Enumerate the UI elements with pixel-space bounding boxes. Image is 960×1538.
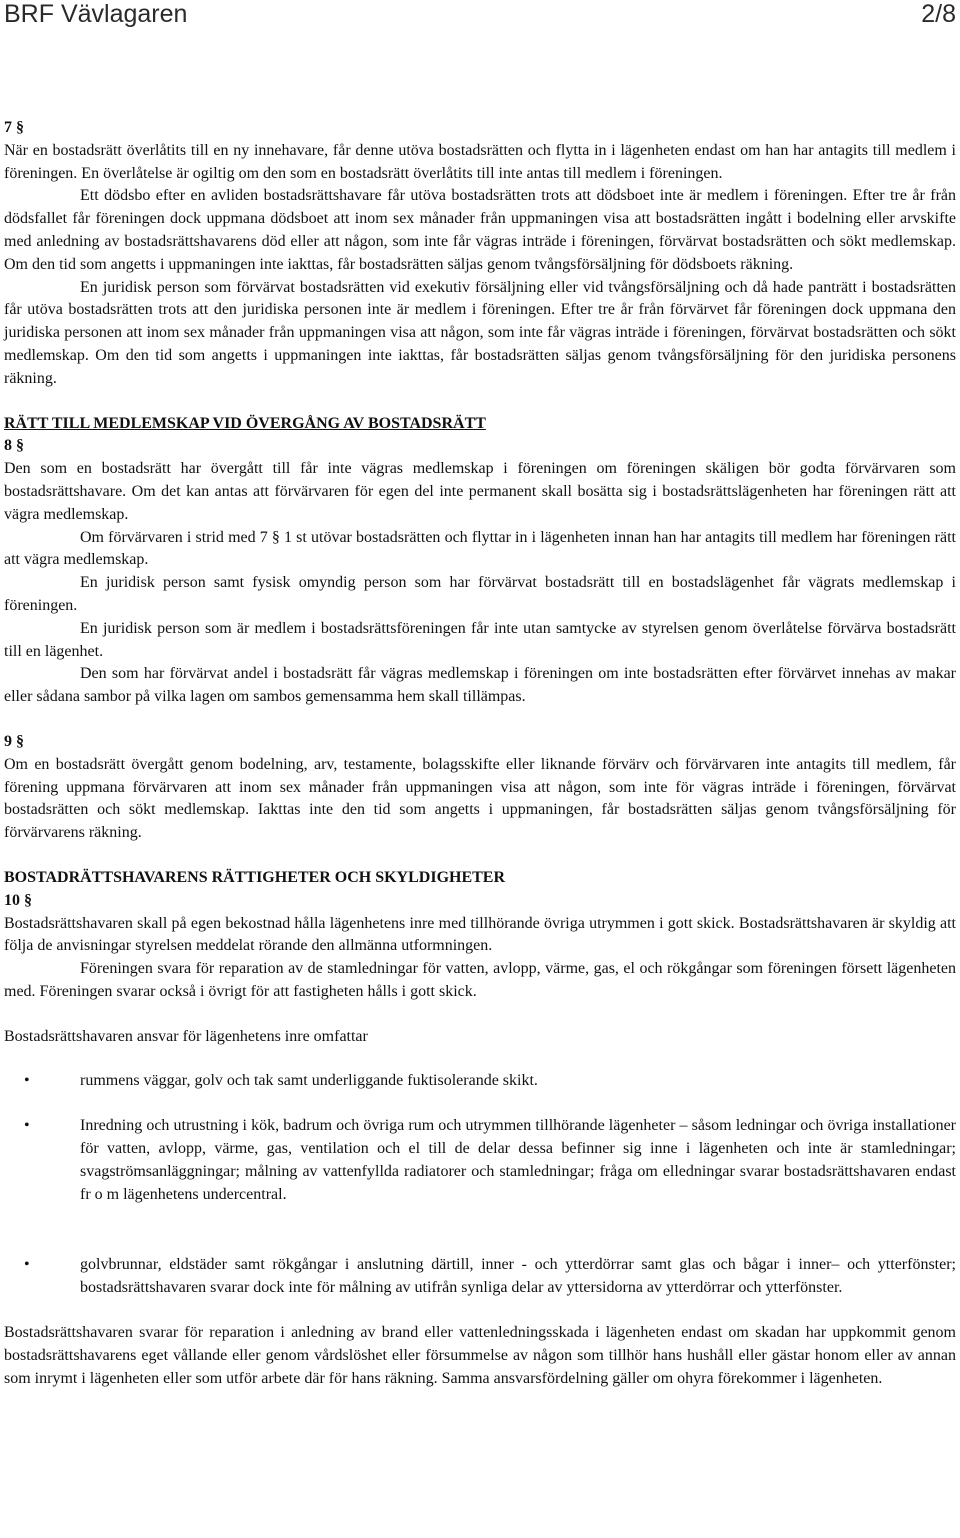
document-page xyxy=(4,0,956,1390)
section-8-paragraph-2: Om förvärvaren i strid med 7 § 1 st utövar bostadsrätten och flyttar in i lägenheten innan han har antagits till medlem har föreningen rätt att vägra medlemskap. xyxy=(4,528,956,569)
section-7-number: 7 § xyxy=(4,119,24,136)
page-header xyxy=(4,0,956,28)
section-10-heading: BOSTADRÄTTSHAVARENS RÄTTIGHETER OCH SKYLDIGHETER xyxy=(4,868,506,886)
section-9-paragraph-1: Om en bostadsrätt övergått genom bodelning, arv, testamente, bolagsskifte eller liknande förvärv och förvärvaren inte antagits till medlem, får förening uppmana förvärvaren att inom sex månader från uppmaningen visa att någon, som inte för vägras inträde i föreningen, förvärvat bostadsrätten och sökt medlemskap. Iakttas inte den tid som angetts i uppmaningen, får bostadsrätten säljas genom tvångsförsäljning för förvärvarens räkning. xyxy=(4,755,956,842)
list-item xyxy=(4,1254,956,1300)
bullet-icon: • xyxy=(24,1072,30,1090)
section-7-paragraph-3: En juridisk person som förvärvat bostadsrätten vid exekutiv försäljning eller vid tvångsförsäljning och då hade panträtt i bostadsrätten får utöva bostadsrätten trots att den juridiska personen inte är medlem i föreningen. Efter tre år från förvärvet får föreningen dock uppmana den juridiska personen att inom sex månader från uppmaningen visa att någon, som inte får vägras inträde i föreningen, förvärvat bostadsrätten och sökt medlemskap. Om den tid som angetts i uppmaningen inte iakttas, får bostadsrätten säljas genom tvångsförsäljning för den juridiska personens räkning. xyxy=(4,278,956,387)
list-item-text: Inredning och utrustning i kök, badrum och övriga rum och utrymmen tillhörande lägenheter – såsom ledningar och övriga installationer för vatten, avlopp, värme, gas, ventilation och el till de delar dessa befinner sig inne i lägenheten och inte är stamledningar; svagströmsanläggningar; målning av vattenfyllda radiatorer och stamledningar; fråga om elledningar svarar bostadsrättshavaren endast fr o m lägenhetens undercentral. xyxy=(80,1117,956,1203)
section-8-heading: RÄTT TILL MEDLEMSKAP VID ÖVERGÅNG AV BOSTADSRÄTT xyxy=(4,414,486,432)
bullet-icon: • xyxy=(24,1256,30,1274)
section-10-list-intro: Bostadsrättshavaren ansvar för lägenhetens inre omfattar xyxy=(4,1027,368,1045)
document-title: BRF Vävlagaren xyxy=(4,0,188,28)
list-item xyxy=(4,1070,956,1093)
section-8-paragraph-5: Den som har förvärvat andel i bostadsrätt får vägras medlemskap i föreningen om inte bostadsrätten efter förvärvet innehas av makar eller sådana sambor på vilka lagen om sambos gemensamma hem skall tillämpas. xyxy=(4,665,956,706)
section-7-paragraph-2: Ett dödsbo efter en avliden bostadsrättshavare får utöva bostadsrätten trots att dödsboet inte är medlem i föreningen. Efter tre år från dödsfallet får föreningen dock uppmana dödsboet att inom sex månader från uppmaningen visa att bostadsrätten ingått i bodelning eller arvskifte med anledning av bostadsrättshavarens död eller att någon, som inte får vägras inträde i föreningen, förvärvat bostadsrätten och sökt medlemskap. Om den tid som angetts i uppmaningen inte iakttas, får bostadsrätten säljas genom tvångsförsäljning för dödsboets räkning. xyxy=(4,187,956,273)
responsibility-list xyxy=(4,1070,956,1300)
section-10-paragraph-2: Föreningen svara för reparation av de stamledningar för vatten, avlopp, värme, gas, el och rökgångar som föreningen försett lägenheten med. Föreningen svarar också i övrigt för att fastigheten hålls i gott skick. xyxy=(4,960,956,1000)
list-item-text: golvbrunnar, eldstäder samt rökgångar i anslutning därtill, inner - och ytterdörrar samt glas och bågar i inner– och ytterfönster; bostadsrättshavaren svarar dock inte för målning av utifrån synliga delar av yttersidorna av ytterdörrar och ytterfönster. xyxy=(80,1256,956,1297)
section-10-paragraph-3: Bostadsrättshavaren svarar för reparation i anledning av brand eller vattenledningsskada i lägenheten endast om skadan har uppkommit genom bostadsrättshavarens eget vållande eller genom vårdslöshet eller försummelse av någon som tillhör hans hushåll eller gästar honom eller av annan som inrymt i lägenheten eller som utför arbete där för hans räkning. Samma ansvarsfördelning gäller om ohyra förekommer i lägenheten. xyxy=(4,1324,956,1387)
section-8-paragraph-1: Den som en bostadsrätt har övergått till får inte vägras medlemskap i föreningen om föreningen skäligen bör godta förvärvaren som bostadsrättshavare. Om det kan antas att förvärvaren för egen del inte permanent skall bosätta sig i bostadsrättslägenheten har föreningen rätt att vägra medlemskap. xyxy=(4,460,956,523)
page-number: 2/8 xyxy=(921,0,956,28)
section-9-number: 9 § xyxy=(4,732,24,750)
list-item xyxy=(4,1115,956,1206)
section-10-paragraph-1: Bostadsrättshavaren skall på egen bekostnad hålla lägenhetens inre med tillhörande övriga utrymmen i gott skick. Bostadsrättshavaren är skyldig att följa de anvisningar styrelsen meddelat rörande den allmänna utformningen. xyxy=(4,914,956,955)
section-8-paragraph-4: En juridisk person som är medlem i bostadsrättsföreningen får inte utan samtycke av styrelsen genom överlåtelse förvärva bostadsrätt till en lägenhet. xyxy=(4,619,956,660)
section-7-paragraph-1: När en bostadsrätt överlåtits till en ny innehavare, får denne utöva bostadsrätten och flytta in i lägenheten endast om han har antagits till medlem i föreningen. En överlåtelse är ogiltig om den som en bostadsrätt överlåtits till inte antas till medlem i föreningen. xyxy=(4,141,956,182)
section-10-number: 10 § xyxy=(4,891,32,909)
bullet-icon: • xyxy=(24,1117,30,1135)
section-8-number: 8 § xyxy=(4,437,24,455)
section-8-paragraph-3: En juridisk person samt fysisk omyndig person som har förvärvat bostadsrätt till en bostadslägenhet får vägrats medlemskap i föreningen. xyxy=(4,574,956,614)
list-item-text: rummens väggar, golv och tak samt underliggande fuktisolerande skikt. xyxy=(80,1072,538,1090)
